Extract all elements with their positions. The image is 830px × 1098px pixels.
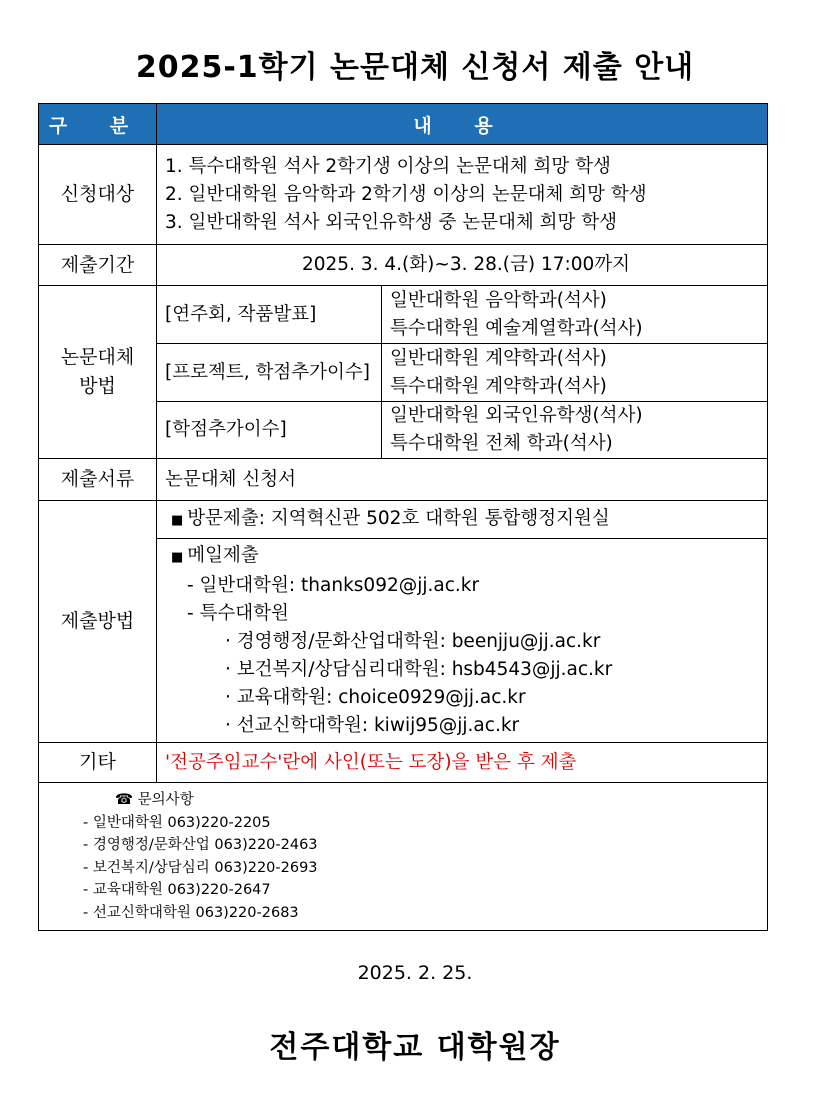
period-row [39,245,768,286]
contact-item: - 교육대학원 063)220-2647 [83,882,271,898]
etc-label: 기타 [39,743,157,783]
method-type: [학점추가이수] [157,402,382,459]
submission-label: 제출방법 [39,501,157,743]
etc-value: '전공주임교수'란에 사인(또는 도장)을 받은 후 제출 [157,743,768,783]
mail-special-title: - 특수대학원 [187,602,289,624]
contact-item: - 경영행정/문화산업 063)220-2463 [83,837,318,853]
method-detail-line: 특수대학원 전체 학과(석사) [390,433,613,454]
contact-row [39,783,768,931]
method-detail-line: 일반대학원 계약학과(석사) [390,347,607,369]
mail-general: - 일반대학원: thanks092@jj.ac.kr [187,574,480,596]
method-detail-line: 일반대학원 외국인유학생(석사) [390,405,643,426]
target-item: 2. 일반대학원 음악학과 2학기생 이상의 논문대체 희망 학생 [165,183,647,205]
method-detail-line: 특수대학원 예술계열학과(석사) [390,317,643,339]
submission-mail [157,539,768,743]
target-label: 신청대상 [39,145,157,245]
contact-item: - 보건복지/상담심리 063)220-2693 [83,859,318,876]
mail-special-item: · 교육대학원: choice0929@jj.ac.kr [225,686,526,708]
visit-text: 방문제출: 지역혁신관 502호 대학원 통합행정지원실 [187,507,610,529]
period-label: 제출기간 [39,245,157,286]
method-detail-line: 일반대학원 음악학과(석사) [390,289,607,311]
documents-label: 제출서류 [39,459,157,501]
method-label [39,286,157,459]
target-row [39,145,768,245]
document-title: 2025-1학기 논문대체 신청서 제출 안내 [135,50,695,85]
issuer-signature: 전주대학교 대학원장 [269,1030,561,1065]
info-table [38,103,768,931]
method-detail [382,286,768,344]
method-detail-line: 특수대학원 계약학과(석사) [390,375,607,397]
mail-special-item: · 선교신학대학원: kiwij95@jj.ac.kr [225,714,520,736]
contact-title: ☎ 문의사항 [115,792,194,808]
target-list [157,145,768,245]
method-label-text: 논문대체 방법 [60,346,135,397]
mail-special-item: · 보건복지/상담심리대학원: hsb4543@jj.ac.kr [225,658,613,680]
header-content: 내 용 [157,104,768,145]
mail-special-item: · 경영행정/문화산업대학원: beenjju@jj.ac.kr [225,630,601,652]
contact-box [39,783,768,931]
etc-row [39,743,768,783]
method-detail [382,402,768,459]
method-detail [382,344,768,402]
method-row [39,286,768,344]
submission-visit-row [39,501,768,539]
bullet-icon: ■ [171,549,184,565]
table-header-row [39,104,768,145]
period-value: 2025. 3. 4.(화)~3. 28.(금) 17:00까지 [157,245,768,286]
target-item: 3. 일반대학원 석사 외국인유학생 중 논문대체 희망 학생 [165,211,617,233]
contact-item: - 일반대학원 063)220-2205 [83,814,271,831]
bullet-icon: ■ [171,512,184,528]
issue-date: 2025. 2. 25. [357,962,473,984]
documents-value: 논문대체 신청서 [157,459,768,501]
contact-item: - 선교신학대학원 063)220-2683 [83,904,299,921]
mail-title [171,542,767,572]
target-item: 1. 특수대학원 석사 2학기생 이상의 논문대체 희망 학생 [165,155,611,177]
submission-visit [157,501,768,539]
method-type: [연주회, 작품발표] [157,286,382,344]
mail-title-text: 메일제출 [187,544,259,566]
header-category: 구 분 [39,104,157,145]
method-type: [프로젝트, 학점추가이수] [157,344,382,402]
documents-row [39,459,768,501]
